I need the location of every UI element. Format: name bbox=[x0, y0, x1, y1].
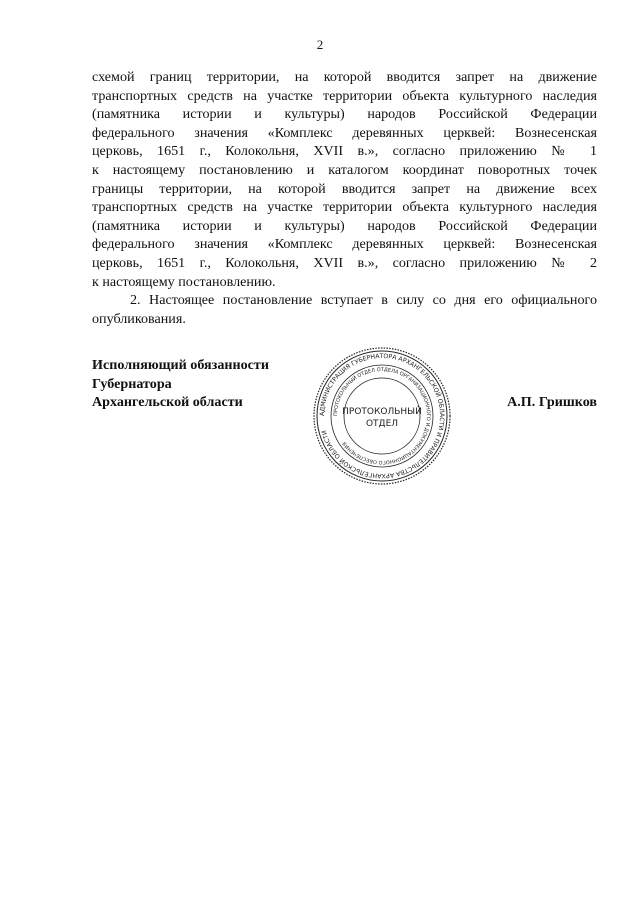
text-line: к настоящему постановлению и каталогом координат поворотных точек bbox=[92, 161, 597, 178]
signatory-title bbox=[92, 356, 269, 412]
text-line: к настоящему постановлению. bbox=[92, 273, 276, 290]
signature-block bbox=[92, 352, 597, 496]
text-line: транспортных средств на участке территории объекта культурного наследия bbox=[92, 199, 597, 216]
text-line: федерального значения «Комплекс деревянных церквей: Вознесенская bbox=[92, 236, 597, 253]
official-stamp bbox=[312, 346, 452, 486]
signatory-title-line: Губернатора bbox=[92, 375, 172, 392]
text-line: транспортных средств на участке территории объекта культурного наследия bbox=[92, 87, 597, 104]
signatory-title-line: Исполняющий обязанности bbox=[92, 357, 269, 373]
text-line: федерального значения «Комплекс деревянных церквей: Вознесенская bbox=[92, 124, 597, 141]
text-line: 2. Настоящее постановление вступает в силу со дня его официального bbox=[130, 292, 597, 309]
stamp-inner-text: ПРОТОКОЛЬНЫЙ ОТДЕЛ ОТДЕЛА ОРГАНИЗАЦИОННОГО И ДОКУМЕНТАЦИОННОГО ОБЕСПЕЧЕНИЯ bbox=[332, 366, 432, 466]
stamp-center-line: ОТДЕЛ bbox=[365, 419, 399, 429]
stamp-outer-text: АДМИНИСТРАЦИЯ ГУБЕРНАТОРА АРХАНГЕЛЬСКОЙ ОБЛАСТИ И ПРАВИТЕЛЬСТВА АРХАНГЕЛЬСКОЙ ОБЛАСТИ bbox=[318, 352, 446, 480]
body-text bbox=[92, 68, 597, 328]
page-number: 2 bbox=[316, 37, 324, 52]
signatory-name: А.П. Гришков bbox=[507, 394, 597, 410]
text-line: (памятника истории и культуры) народов Российской Федерации bbox=[92, 106, 597, 123]
stamp-center-line: ПРОТОКОЛЬНЫЙ bbox=[342, 407, 422, 417]
signatory-title-line: Архангельской области bbox=[92, 394, 243, 410]
text-line: церковь, 1651 г., Колокольня, XVII в.», согласно приложению № 2 bbox=[92, 254, 597, 271]
text-line: схемой границ территории, на которой вводится запрет на движение bbox=[92, 69, 597, 85]
text-line: опубликования. bbox=[92, 310, 186, 327]
text-line: границы территории, на которой вводится запрет на движение всех bbox=[92, 180, 597, 197]
text-line: церковь, 1651 г., Колокольня, XVII в.», согласно приложению № 1 bbox=[92, 143, 597, 160]
text-line: (памятника истории и культуры) народов Российской Федерации bbox=[92, 217, 597, 234]
